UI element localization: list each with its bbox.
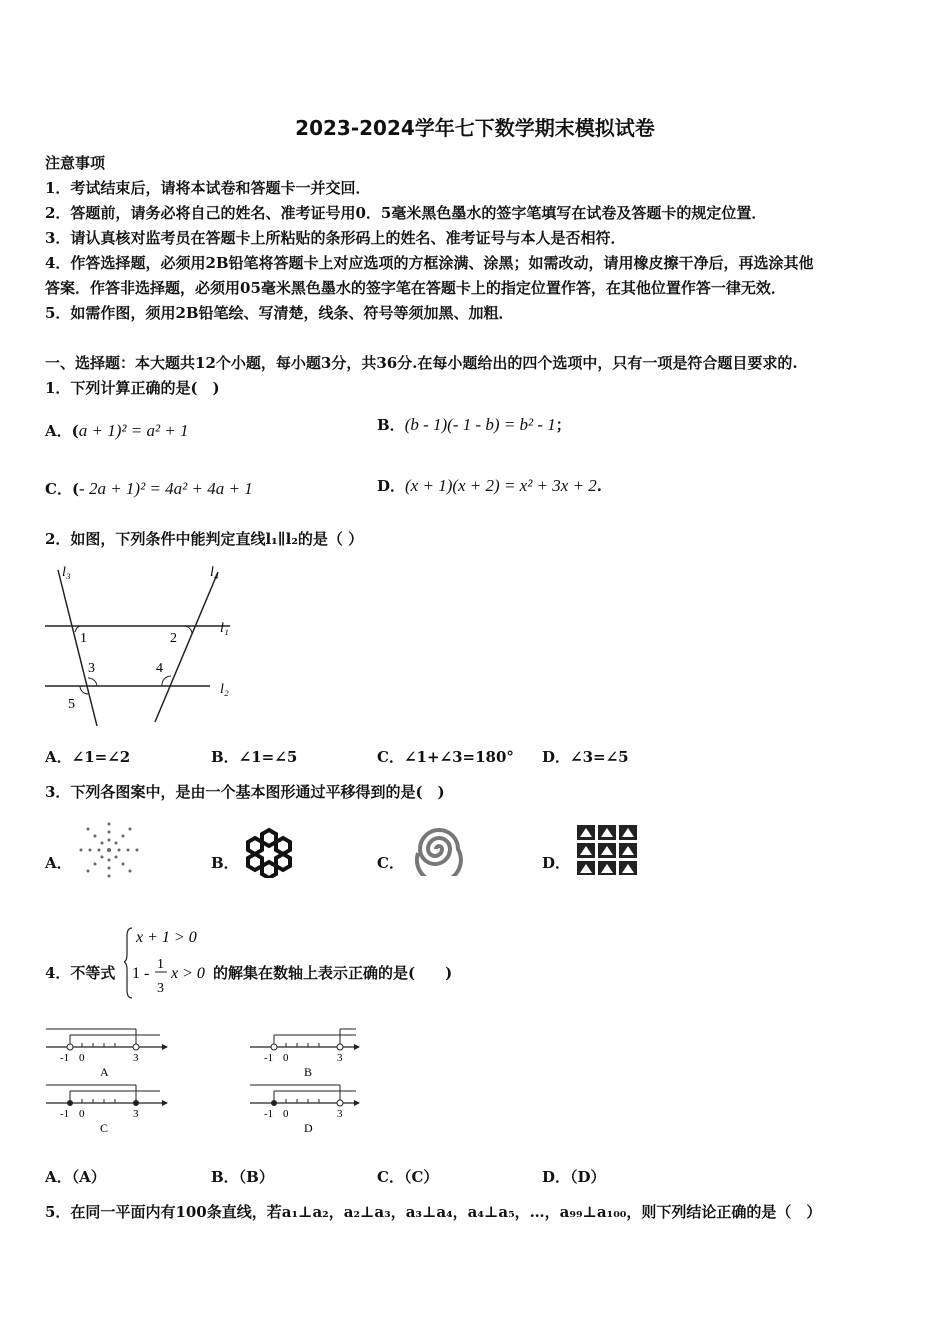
- line-l3: [58, 570, 97, 726]
- section-heading: 一、选择题：本大题共12个小题，每小题3分，共36分.在每小题给出的四个选项中，只有一项是符合题目要求的.: [45, 354, 798, 372]
- q4-option-b: B．（B）: [211, 1168, 274, 1186]
- inequality-1: x + 1 > 0: [136, 929, 197, 946]
- tick-label: -1: [264, 1052, 274, 1064]
- fraction-numerator: 1: [157, 957, 164, 972]
- grid-tiles-icon: [575, 823, 639, 877]
- option-label: A．(: [45, 422, 79, 440]
- option-expr: (x + 1)(x + 2) = x² + 3x + 2: [405, 476, 597, 495]
- q1-option-c: [45, 478, 253, 499]
- q4-option-c: C．（C）: [377, 1168, 439, 1186]
- q2-option-c: C．∠1+∠3=180°: [377, 748, 514, 766]
- angle-5-label: 5: [68, 697, 75, 712]
- question-3-stem: 3．下列各图案中，是由一个基本图形通过平移得到的是( ): [45, 783, 445, 801]
- numberline-caption: B: [304, 1065, 313, 1079]
- q2-option-d: D．∠3=∠5: [542, 748, 629, 766]
- question-5-stem: 5．在同一平面内有100条直线，若a₁⊥a₂，a₂⊥a₃，a₃⊥a₄，a₄⊥a₅，…，a₉₉⊥a₁₀₀，则下列结论正确的是（ ）: [45, 1203, 822, 1221]
- parallel-lines-figure: [40, 558, 240, 733]
- question-4-stem-suffix: 的解集在数轴上表示正确的是( ): [213, 964, 453, 982]
- flower-hexagons-icon: [240, 826, 298, 878]
- angle-arc: [184, 626, 192, 634]
- spiral-shell-icon: [408, 822, 464, 876]
- notice-item: 1．考试结束后，请将本试卷和答题卡一并交回．: [45, 179, 371, 197]
- q3-option-a: A．: [45, 854, 72, 872]
- tick-label: 0: [283, 1052, 289, 1064]
- option-expr: (b - 1)(- 1 - b) = b² - 1: [404, 415, 556, 434]
- q3-option-c: C．: [377, 854, 404, 872]
- option-expr: - 2a + 1)² = 4a² + 4a + 1: [79, 479, 253, 498]
- q3-option-d: D．: [542, 854, 571, 872]
- angle-3-label: 3: [88, 661, 95, 676]
- numberline-b: [250, 1029, 360, 1079]
- q1-option-a: [45, 420, 189, 441]
- tick-label: -1: [264, 1108, 274, 1120]
- q1-option-b: [377, 414, 571, 435]
- snowflake-dots-icon: [76, 820, 142, 880]
- notice-item: 5．如需作图，须用2B铅笔绘、写清楚，线条、符号等须加黑、加粗．: [45, 304, 514, 322]
- numberline-caption: A: [100, 1065, 109, 1079]
- notice-item: 3．请认真核对监考员在答题卡上所粘贴的条形码上的姓名、准考证号与本人是否相符．: [45, 229, 626, 247]
- tick-label: -1: [60, 1052, 70, 1064]
- inequality-2-tail: x > 0: [171, 965, 205, 982]
- angle-1-label: 1: [80, 631, 87, 646]
- question-1-stem: 1．下列计算正确的是( ): [45, 379, 220, 397]
- option-label: C．(: [45, 480, 80, 498]
- numberline-caption: D: [304, 1121, 313, 1135]
- page-title: 2023-2024学年七下数学期末模拟试卷: [295, 116, 655, 140]
- tick-label: 0: [79, 1108, 85, 1120]
- q2-option-a: A．∠1=∠2: [45, 748, 131, 766]
- inequality-2-lead: 1 -: [132, 965, 150, 982]
- number-lines-figure: [42, 1025, 362, 1137]
- numberline-d: [250, 1085, 360, 1135]
- angle-4-label: 4: [156, 661, 163, 676]
- label-l2: l₂: [220, 682, 229, 697]
- numberline-caption: C: [100, 1121, 109, 1135]
- tick-label: 0: [283, 1108, 289, 1120]
- angle-arc: [88, 678, 97, 686]
- q4-option-d: D．（D）: [542, 1168, 606, 1186]
- line-l4: [155, 572, 218, 722]
- option-label: D．: [377, 477, 406, 495]
- notice-heading: 注意事项: [45, 154, 106, 172]
- label-l4: l₄: [210, 565, 219, 580]
- tick-label: 0: [79, 1052, 85, 1064]
- tick-label: 3: [337, 1052, 343, 1064]
- label-l3: l₃: [62, 565, 71, 580]
- tick-label: 3: [133, 1108, 139, 1120]
- option-label: B．: [377, 416, 405, 434]
- notice-item: 4．作答选择题，必须用2B铅笔将答题卡上对应选项的方框涂满、涂黑；如需改动，请用橡皮擦干净后，再选涂其他: [45, 254, 814, 272]
- option-tail: .: [596, 477, 603, 495]
- numberline-a: [46, 1029, 168, 1079]
- q3-option-b: B．: [211, 854, 239, 872]
- label-l1: l₁: [220, 621, 229, 636]
- question-2-stem: 2．如图，下列条件中能判定直线l₁∥l₂的是（ ）: [45, 530, 364, 548]
- angle-arc: [162, 676, 171, 686]
- notice-item: 答案．作答非选择题，必须用05毫米黑色墨水的签字笔在答题卡上的指定位置作答，在其他位置作答一律无效．: [45, 279, 786, 297]
- option-expr: a + 1)² = a² + 1: [78, 421, 189, 440]
- inequality-system: [124, 924, 214, 1002]
- tick-label: 3: [133, 1052, 139, 1064]
- fraction-denominator: 3: [157, 981, 164, 996]
- numberline-c: [46, 1085, 168, 1135]
- option-tail: ；: [555, 416, 571, 434]
- tick-label: -1: [60, 1108, 70, 1120]
- angle-2-label: 2: [170, 631, 177, 646]
- question-4-stem-prefix: 4．不等式: [45, 964, 116, 982]
- notice-item: 2．答题前，请务必将自己的姓名、准考证号用0．5毫米黑色墨水的签字笔填写在试卷及答题卡的规定位置．: [45, 204, 767, 222]
- q1-option-d: [377, 475, 602, 496]
- q4-option-a: A．（A）: [45, 1168, 106, 1186]
- tick-label: 3: [337, 1108, 343, 1120]
- q2-option-b: B．∠1=∠5: [211, 748, 298, 766]
